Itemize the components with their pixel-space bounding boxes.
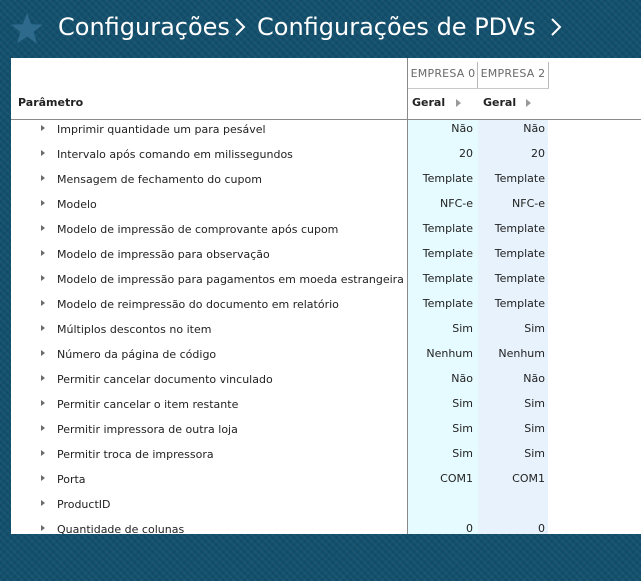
cell-value-empresa-2[interactable]: Sim: [524, 322, 545, 335]
row-label: Permitir troca de impressora: [57, 448, 214, 461]
row-label: Modelo de impressão de comprovante após cupom: [57, 223, 339, 236]
expand-caret-icon[interactable]: [41, 200, 45, 206]
cell-value-empresa-0[interactable]: Sim: [452, 422, 473, 435]
row-label: Modelo de reimpressão do documento em relatório: [57, 298, 339, 311]
table-row[interactable]: [11, 218, 641, 243]
row-label: Imprimir quantidade um para pesável: [57, 123, 266, 136]
param-column-header: Parâmetro: [18, 96, 84, 109]
cell-value-empresa-0[interactable]: Sim: [452, 322, 473, 335]
cell-value-empresa-2[interactable]: Template: [494, 297, 545, 310]
column-header-empresa-2[interactable]: EMPRESA 2: [480, 67, 546, 80]
cell-value-empresa-0[interactable]: 0: [466, 522, 473, 534]
row-label: Quantidade de colunas: [57, 523, 185, 534]
row-label: Modelo de impressão para pagamentos em moeda estrangeira: [57, 273, 404, 286]
cell-value-empresa-0[interactable]: Sim: [452, 397, 473, 410]
cell-value-empresa-0[interactable]: Template: [422, 297, 473, 310]
expand-caret-icon[interactable]: [41, 475, 45, 481]
cell-value-empresa-0[interactable]: Sim: [452, 447, 473, 460]
expand-caret-icon[interactable]: [41, 500, 45, 506]
expand-caret-icon[interactable]: [41, 250, 45, 256]
chevron-right-icon: [233, 16, 247, 38]
table-row[interactable]: [11, 368, 641, 393]
table-row[interactable]: [11, 468, 641, 493]
table-row[interactable]: [11, 443, 641, 468]
row-label: Permitir cancelar o item restante: [57, 398, 239, 411]
cell-value-empresa-0[interactable]: Não: [451, 372, 473, 385]
row-label: ProductID: [57, 498, 111, 511]
caret-right-icon[interactable]: [456, 99, 461, 107]
cell-value-empresa-2[interactable]: 20: [531, 147, 545, 160]
cell-value-empresa-2[interactable]: Sim: [524, 447, 545, 460]
cell-value-empresa-2[interactable]: Template: [494, 172, 545, 185]
row-label: Modelo de impressão para observação: [57, 248, 270, 261]
cell-value-empresa-2[interactable]: NFC-e: [512, 197, 545, 210]
row-label: Porta: [57, 473, 86, 486]
row-label: Mensagem de fechamento do cupom: [57, 173, 262, 186]
cell-value-empresa-0[interactable]: Template: [422, 272, 473, 285]
expand-caret-icon[interactable]: [41, 150, 45, 156]
header-divider: [408, 88, 549, 89]
table-row[interactable]: [11, 343, 641, 368]
group-label-empresa-2[interactable]: Geral: [483, 96, 517, 109]
expand-caret-icon[interactable]: [41, 400, 45, 406]
table-row[interactable]: [11, 293, 641, 318]
row-label: Permitir impressora de outra loja: [57, 423, 238, 436]
chevron-right-icon[interactable]: [549, 16, 563, 38]
expand-caret-icon[interactable]: [41, 525, 45, 531]
cell-value-empresa-0[interactable]: Template: [422, 222, 473, 235]
expand-caret-icon[interactable]: [41, 175, 45, 181]
cell-value-empresa-2[interactable]: Sim: [524, 422, 545, 435]
table-row[interactable]: [11, 418, 641, 443]
cell-value-empresa-0[interactable]: Template: [422, 172, 473, 185]
row-label: Permitir cancelar documento vinculado: [57, 373, 273, 386]
table-row[interactable]: [11, 268, 641, 293]
table-row[interactable]: [11, 493, 641, 518]
row-label: Modelo: [57, 198, 97, 211]
expand-caret-icon[interactable]: [41, 350, 45, 356]
caret-right-icon[interactable]: [526, 99, 531, 107]
cell-value-empresa-0[interactable]: Template: [422, 247, 473, 260]
cell-value-empresa-2[interactable]: COM1: [512, 472, 545, 485]
cell-value-empresa-0[interactable]: 20: [459, 147, 473, 160]
expand-caret-icon[interactable]: [41, 425, 45, 431]
cell-value-empresa-0[interactable]: Nenhum: [426, 347, 473, 360]
row-label: Número da página de código: [57, 348, 217, 361]
table-row[interactable]: [11, 168, 641, 193]
cell-value-empresa-2[interactable]: Template: [494, 272, 545, 285]
group-label-empresa-0[interactable]: Geral: [412, 96, 446, 109]
cell-value-empresa-0[interactable]: COM1: [440, 472, 473, 485]
column-divider: [548, 62, 549, 88]
cell-value-empresa-2[interactable]: Template: [494, 222, 545, 235]
table-row[interactable]: [11, 193, 641, 218]
table-row[interactable]: [11, 118, 641, 143]
cell-value-empresa-2[interactable]: Não: [523, 122, 545, 135]
expand-caret-icon[interactable]: [41, 375, 45, 381]
table-row[interactable]: [11, 318, 641, 343]
table-row[interactable]: [11, 243, 641, 268]
header-bar: [0, 0, 641, 58]
cell-value-empresa-2[interactable]: Sim: [524, 397, 545, 410]
cell-value-empresa-2[interactable]: 0: [538, 522, 545, 534]
row-label: Múltiplos descontos no item: [57, 323, 212, 336]
table-row[interactable]: [11, 393, 641, 418]
expand-caret-icon[interactable]: [41, 275, 45, 281]
breadcrumb-configuracoes-pdvs[interactable]: Configurações de PDVs: [257, 13, 536, 41]
expand-caret-icon[interactable]: [41, 450, 45, 456]
cell-value-empresa-0[interactable]: Não: [451, 122, 473, 135]
table-row[interactable]: [11, 518, 641, 534]
expand-caret-icon[interactable]: [41, 225, 45, 231]
expand-caret-icon[interactable]: [41, 125, 45, 131]
cell-value-empresa-2[interactable]: Não: [523, 372, 545, 385]
cell-value-empresa-0[interactable]: NFC-e: [440, 197, 473, 210]
row-label: Intervalo após comando em milissegundos: [57, 148, 293, 161]
settings-table: [11, 58, 641, 534]
breadcrumb-configuracoes[interactable]: Configurações: [58, 13, 230, 41]
expand-caret-icon[interactable]: [41, 325, 45, 331]
expand-caret-icon[interactable]: [41, 300, 45, 306]
column-header-empresa-0[interactable]: EMPRESA 0: [410, 67, 476, 80]
table-row[interactable]: [11, 143, 641, 168]
cell-value-empresa-2[interactable]: Template: [494, 247, 545, 260]
star-icon[interactable]: [10, 12, 44, 46]
cell-value-empresa-2[interactable]: Nenhum: [498, 347, 545, 360]
